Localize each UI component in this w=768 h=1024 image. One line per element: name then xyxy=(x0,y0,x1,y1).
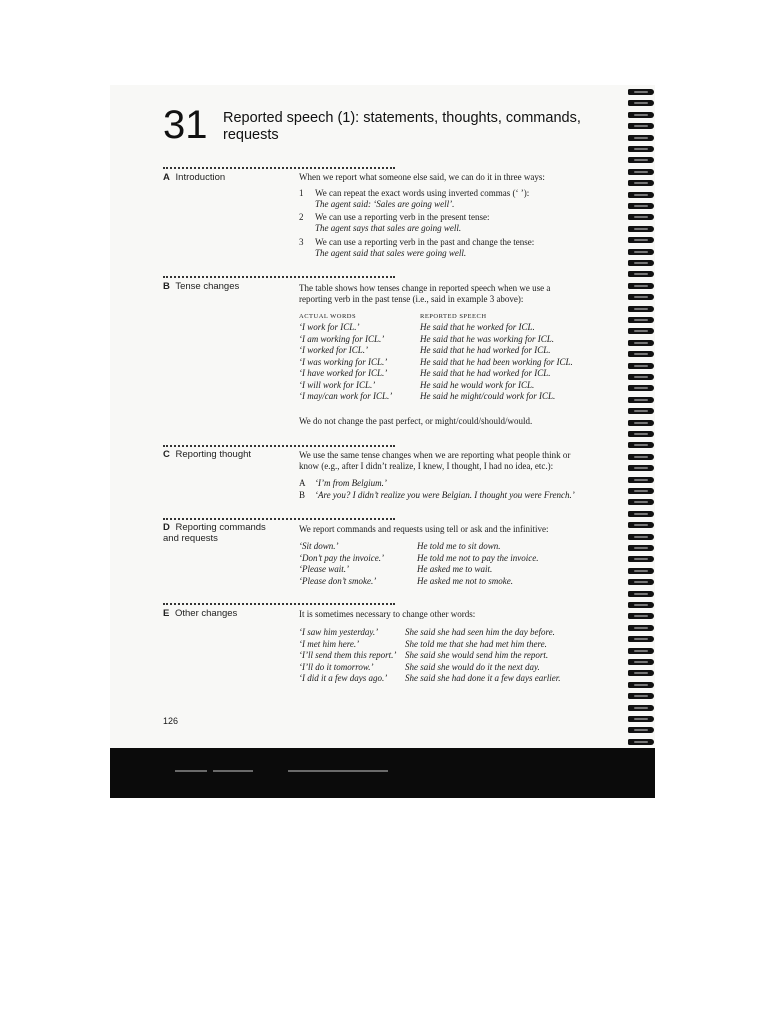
scan-shadow-band xyxy=(110,748,655,798)
spiral-ring xyxy=(628,146,654,152)
item-example: The agent said that sales were going well. xyxy=(315,248,467,258)
table-cell-original: ‘I was working for ICL.’ xyxy=(299,356,388,367)
spiral-ring xyxy=(628,579,654,585)
spiral-binding xyxy=(628,85,658,750)
section-b-intro-line1: The table shows how tenses change in reported speech when we use a xyxy=(299,283,551,293)
section-divider xyxy=(163,603,395,605)
chapter-title: Reported speech (1): statements, thoughts, commands, requests xyxy=(223,110,581,143)
table-cell-original: ‘I may/can work for ICL.’ xyxy=(299,391,393,401)
band-mark xyxy=(175,770,207,772)
spiral-ring xyxy=(628,214,654,220)
spiral-ring xyxy=(628,306,654,312)
table-cell-reported: He told me to sit down. xyxy=(417,541,501,551)
spiral-ring xyxy=(628,499,654,505)
spiral-ring xyxy=(628,727,654,733)
speaker-a-line: ‘I’m from Belgium.’ xyxy=(315,478,387,488)
section-e-intro: It is sometimes necessary to change other words: xyxy=(299,609,476,619)
table-cell-reported: She said she would send him the report. xyxy=(405,650,549,660)
spiral-ring xyxy=(628,100,654,106)
section-c-intro-line2: know (e.g., after I didn’t realize, I knew, I thought, I had no idea, etc.): xyxy=(299,461,554,471)
spiral-ring xyxy=(628,545,654,551)
table-cell-original: ‘I’ll do it tomorrow.’ xyxy=(299,661,374,672)
table-cell-reported: He said he would work for ICL. xyxy=(420,379,535,390)
table-cell-reported: He said that he had been working for ICL. xyxy=(420,356,573,367)
spiral-ring xyxy=(628,397,654,403)
table-cell-reported: He said that he had worked for ICL. xyxy=(420,345,551,355)
spiral-ring xyxy=(628,648,654,654)
section-divider xyxy=(163,276,395,278)
spiral-ring xyxy=(628,192,654,198)
spiral-ring xyxy=(628,271,654,277)
spiral-ring xyxy=(628,705,654,711)
spiral-ring xyxy=(628,169,654,175)
spiral-ring xyxy=(628,385,654,391)
section-divider xyxy=(163,518,395,520)
section-c-intro-line1: We use the same tense changes when we are reporting what people think or xyxy=(299,450,571,460)
spiral-ring xyxy=(628,203,654,209)
table-cell-original: ‘I work for ICL.’ xyxy=(299,322,360,332)
spiral-ring xyxy=(628,477,654,483)
spiral-ring xyxy=(628,89,654,95)
spiral-ring xyxy=(628,556,654,562)
item-text: We can repeat the exact words using inverted commas (‘ ’): xyxy=(315,188,530,198)
section-b-intro-line2: reporting verb in the past tense (i.e., said in example 3 above): xyxy=(299,294,524,304)
section-e-label: E Other changes xyxy=(163,608,238,619)
spiral-ring xyxy=(628,237,654,243)
table-cell-reported: She said she would do it the next day. xyxy=(405,661,540,672)
spiral-ring xyxy=(628,294,654,300)
spiral-ring xyxy=(628,602,654,608)
section-divider xyxy=(163,445,395,447)
table-cell-original: ‘I am working for ICL.’ xyxy=(299,333,385,344)
spiral-ring xyxy=(628,568,654,574)
table-cell-reported: He told me not to pay the invoice. xyxy=(417,552,539,563)
spiral-ring xyxy=(628,328,654,334)
section-b-note: We do not change the past perfect, or might/could/should/would. xyxy=(299,416,533,426)
speaker-b-line: ‘Are you? I didn’t realize you were Belgian. I thought you were French.’ xyxy=(315,490,575,500)
spiral-ring xyxy=(628,408,654,414)
spiral-ring xyxy=(628,682,654,688)
spiral-ring xyxy=(628,739,654,745)
speaker-b: B xyxy=(299,490,306,500)
table-cell-reported: He asked me to wait. xyxy=(417,564,493,574)
item-example: The agent says that sales are going well. xyxy=(315,223,462,233)
section-a-label: A Introduction xyxy=(163,172,226,183)
band-mark xyxy=(213,770,253,772)
spiral-ring xyxy=(628,135,654,141)
table-cell-reported: She said she had done it a few days earlier. xyxy=(405,673,561,683)
spiral-ring xyxy=(628,431,654,437)
spiral-ring xyxy=(628,591,654,597)
table-cell-reported: He said that he was working for ICL. xyxy=(420,333,555,344)
column-header-actual: ACTUAL WORDS xyxy=(299,313,357,320)
item-text: We can use a reporting verb in the past and change the tense: xyxy=(315,237,535,247)
spiral-ring xyxy=(628,351,654,357)
section-d-label: D Reporting commands and requests xyxy=(163,522,266,544)
table-cell-original: ‘I saw him yesterday.’ xyxy=(299,627,379,637)
spiral-ring xyxy=(628,693,654,699)
table-cell-reported: She told me that she had met him there. xyxy=(405,638,547,649)
spiral-ring xyxy=(628,511,654,517)
section-a-intro: When we report what someone else said, we can do it in three ways: xyxy=(299,172,545,182)
spiral-ring xyxy=(628,260,654,266)
table-cell-original: ‘I’ll send them this report.’ xyxy=(299,650,397,660)
spiral-ring xyxy=(628,374,654,380)
item-example: The agent said: ‘Sales are going well’. xyxy=(315,199,455,209)
table-cell-reported: He said that he worked for ICL. xyxy=(420,322,535,332)
spiral-ring xyxy=(628,716,654,722)
item-text: We can use a reporting verb in the present tense: xyxy=(315,212,490,222)
spiral-ring xyxy=(628,420,654,426)
spiral-ring xyxy=(628,454,654,460)
spiral-ring xyxy=(628,283,654,289)
spiral-ring xyxy=(628,659,654,665)
table-cell-original: ‘Sit down.’ xyxy=(299,541,339,551)
spiral-ring xyxy=(628,465,654,471)
spiral-ring xyxy=(628,226,654,232)
band-mark xyxy=(288,770,388,772)
page-number: 126 xyxy=(163,716,179,726)
spiral-ring xyxy=(628,522,654,528)
table-cell-original: ‘Please don’t smoke.’ xyxy=(299,575,377,586)
table-cell-reported: She said she had seen him the day before. xyxy=(405,627,555,637)
table-cell-original: ‘Please wait.’ xyxy=(299,564,349,574)
spiral-ring xyxy=(628,112,654,118)
table-cell-reported: He said he might/could work for ICL. xyxy=(420,391,556,401)
spiral-ring xyxy=(628,534,654,540)
item-number: 2 xyxy=(299,212,304,222)
section-d-intro: We report commands and requests using tell or ask and the infinitive: xyxy=(299,524,549,534)
table-cell-reported: He asked me not to smoke. xyxy=(417,575,513,586)
item-number: 3 xyxy=(299,237,304,247)
table-cell-original: ‘I have worked for ICL.’ xyxy=(299,368,388,378)
spiral-ring xyxy=(628,613,654,619)
spiral-ring xyxy=(628,625,654,631)
table-cell-original: ‘I did it a few days ago.’ xyxy=(299,673,388,683)
table-cell-original: ‘I worked for ICL.’ xyxy=(299,345,368,355)
chapter-number: 31 xyxy=(163,103,208,147)
spiral-ring xyxy=(628,340,654,346)
spiral-ring xyxy=(628,123,654,129)
speaker-a: A xyxy=(299,478,306,488)
section-b-label: B Tense changes xyxy=(163,281,240,292)
section-divider xyxy=(163,167,395,169)
spiral-ring xyxy=(628,636,654,642)
spiral-ring xyxy=(628,157,654,163)
section-c-label: C Reporting thought xyxy=(163,449,252,460)
table-cell-reported: He said that he had worked for ICL. xyxy=(420,368,551,378)
table-cell-original: ‘I met him here.’ xyxy=(299,638,360,649)
spiral-ring xyxy=(628,488,654,494)
table-cell-original: ‘Don’t pay the invoice.’ xyxy=(299,552,384,563)
spiral-ring xyxy=(628,249,654,255)
spiral-ring xyxy=(628,317,654,323)
spiral-ring xyxy=(628,670,654,676)
spiral-ring xyxy=(628,363,654,369)
spiral-ring xyxy=(628,180,654,186)
spiral-ring xyxy=(628,442,654,448)
table-cell-original: ‘I will work for ICL.’ xyxy=(299,379,376,390)
column-header-reported: REPORTED SPEECH xyxy=(420,313,487,320)
item-number: 1 xyxy=(299,188,304,198)
